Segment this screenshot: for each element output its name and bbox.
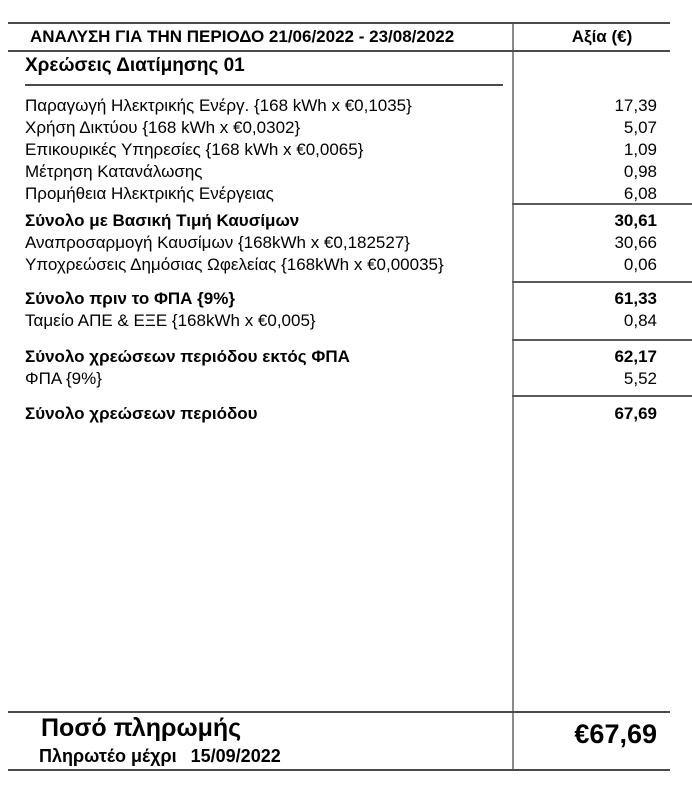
line-item-value: 5,07 <box>623 118 657 137</box>
payment-due-label: Πληρωτέο μέχρι <box>39 746 177 766</box>
line-item-label: Μέτρηση Κατανάλωσης <box>25 162 203 181</box>
line-item-row <box>0 183 692 205</box>
line-item-label: Προμήθεια Ηλεκτρικής Ενέργειας <box>25 184 274 203</box>
line-item-label: Παραγωγή Ηλεκτρικής Ενέργ. {168 kWh x €0,1035} <box>25 96 412 115</box>
line-item-value: 30,66 <box>614 233 657 252</box>
payment-amount-title: Ποσό πληρωμής <box>41 714 242 742</box>
value-subtotal-rule-3 <box>512 339 692 341</box>
total-label: Σύνολο χρεώσεων περιόδου <box>25 404 258 423</box>
line-item-row <box>0 232 692 254</box>
payment-due-date: 15/09/2022 <box>190 746 281 766</box>
section-title: Χρεώσεις Διατίμησης 01 <box>25 55 245 76</box>
subtotal-value: 61,33 <box>614 289 657 308</box>
total-row <box>0 403 692 425</box>
subtotal-label: Σύνολο με Βασική Τιμή Καυσίμων <box>25 211 300 230</box>
line-item-label: Υποχρεώσεις Δημόσιας Ωφελείας {168kWh x €0,00035} <box>25 255 444 274</box>
footer-bottom-rule <box>8 769 670 771</box>
period-title: ΑΝΑΛΥΣΗ ΓΙΑ ΤΗΝ ΠΕΡΙΟΔΟ 21/06/2022 - 23/08/2022 <box>30 27 455 46</box>
line-item-value: 0,84 <box>623 311 657 330</box>
line-item-row <box>0 117 692 139</box>
subtotal-label: Σύνολο χρεώσεων περιόδου εκτός ΦΠΑ <box>25 347 350 366</box>
charges-group-1 <box>0 95 692 205</box>
subtotal-row <box>0 288 692 310</box>
line-item-value: 1,09 <box>623 140 657 159</box>
payment-due <box>39 746 281 767</box>
line-item-label: Αναπροσαρμογή Καυσίμων {168kWh x €0,182527} <box>25 233 410 252</box>
line-item-row <box>0 368 692 390</box>
line-item-label: Επικουρικές Υπηρεσίες {168 kWh x €0,0065} <box>25 140 364 159</box>
line-item-row <box>0 139 692 161</box>
section-underline-rule <box>25 84 503 86</box>
charges-group-3 <box>0 288 692 332</box>
subtotal-row <box>0 346 692 368</box>
charges-group-5 <box>0 403 692 425</box>
value-subtotal-rule-4 <box>512 395 692 397</box>
line-item-row <box>0 254 692 276</box>
line-item-label: Χρήση Δικτύου {168 kWh x €0,0302} <box>25 118 301 137</box>
line-item-row <box>0 95 692 117</box>
header-bottom-rule <box>8 50 670 52</box>
line-item-value: 0,06 <box>623 255 657 274</box>
line-item-row <box>0 310 692 332</box>
total-value: 67,69 <box>614 404 657 423</box>
subtotal-row <box>0 210 692 232</box>
value-subtotal-rule-2 <box>512 281 692 283</box>
subtotal-value: 30,61 <box>614 211 657 230</box>
line-item-label: Ταμείο ΑΠΕ & ΕΞΕ {168kWh x €0,005} <box>25 311 316 330</box>
line-item-value: 0,98 <box>623 162 657 181</box>
line-item-value: 6,08 <box>623 184 657 203</box>
payment-amount-value: €67,69 <box>574 719 657 749</box>
line-item-label: ΦΠΑ {9%} <box>25 369 102 388</box>
line-item-row <box>0 161 692 183</box>
charges-group-4 <box>0 346 692 390</box>
subtotal-label: Σύνολο πριν το ΦΠΑ {9%} <box>25 289 235 308</box>
footer-top-rule <box>8 711 670 713</box>
table-top-rule <box>8 22 670 24</box>
subtotal-value: 62,17 <box>614 347 657 366</box>
line-item-value: 5,52 <box>623 369 657 388</box>
line-item-value: 17,39 <box>614 96 657 115</box>
charges-group-2 <box>0 210 692 276</box>
value-column-header: Αξία (€) <box>571 27 633 46</box>
